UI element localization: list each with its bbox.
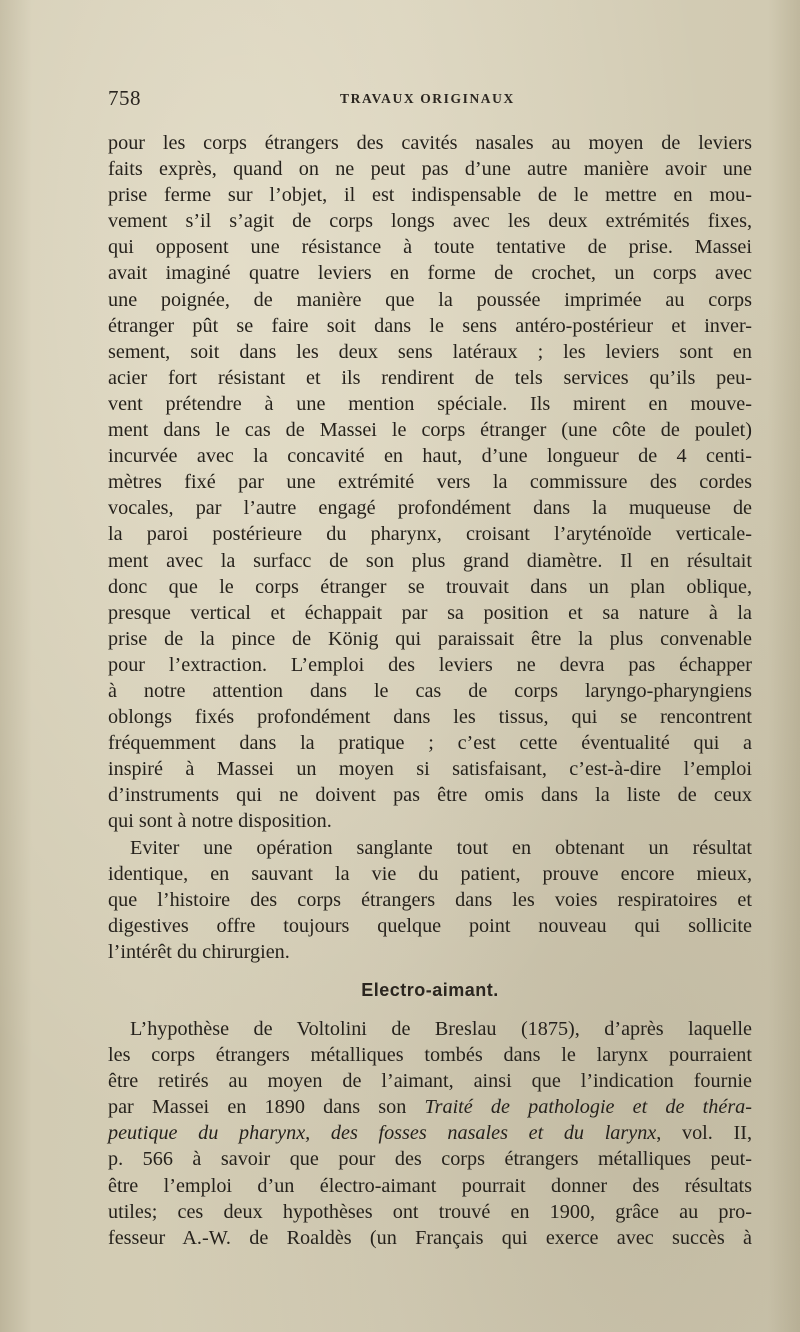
- text-line: utiles; ces deux hypothèses ont trouvé en 1900, grâce au pro-: [108, 1200, 752, 1223]
- text-line: qui sont à notre disposition.: [108, 810, 332, 833]
- text-line: p. 566 à savoir que pour des corps étrangers métalliques peut-: [108, 1148, 752, 1171]
- page-header: [108, 86, 744, 116]
- text-line: étranger pût se faire soit dans le sens antéro-postérieur et inver-: [108, 314, 752, 337]
- text-line: fréquemment dans la pratique ; c’est cette éventualité qui a: [108, 732, 752, 755]
- paragraph: [108, 1016, 752, 1251]
- running-head: TRAVAUX ORIGINAUX: [340, 91, 515, 106]
- text-line: les corps étrangers métalliques tombés dans le larynx pourraient: [108, 1044, 752, 1067]
- text-line: acier fort résistant et ils rendirent de tels services qu’ils peu-: [108, 366, 752, 389]
- text-line: l’intérêt du chirurgien.: [108, 940, 290, 963]
- text-line: identique, en sauvant la vie du patient, prouve encore mieux,: [108, 862, 752, 885]
- text-line: L’hypothèse de Voltolini de Breslau (1875), d’après laquelle: [130, 1018, 752, 1040]
- text-segment: , vol. II,: [656, 1122, 752, 1145]
- text-line: vement s’il s’agit de corps longs avec les deux extrémités fixes,: [108, 210, 752, 233]
- text-line: digestives offre toujours quelque point nouveau qui sollicite: [108, 914, 752, 937]
- text-line: être l’emploi d’un électro-aimant pourrait donner des résultats: [108, 1174, 752, 1197]
- text-line: être retirés au moyen de l’aimant, ainsi que l’indication fournie: [108, 1070, 752, 1093]
- text-line: pour les corps étrangers des cavités nasales au moyen de leviers: [108, 132, 752, 154]
- text-line: vent prétendre à une mention spéciale. Ils mirent en mouve-: [108, 392, 752, 415]
- page-number: 758: [108, 86, 141, 110]
- text-line: pour l’extraction. L’emploi des leviers ne devra pas échapper: [108, 653, 752, 676]
- text-line: sement, soit dans les deux sens latéraux ; les leviers sont en: [108, 340, 752, 363]
- text-line: ment avec la surfacc de son plus grand diamètre. Il en résultait: [108, 549, 752, 572]
- book-title-italic: peutique du pharynx, des fosses nasales et du larynx: [108, 1122, 657, 1145]
- text-line: prise de la pince de König qui paraissait être la plus convenable: [108, 627, 752, 650]
- book-title-italic: Traité de pathologie et de théra-: [424, 1096, 752, 1119]
- section-heading: Electro-aimant.: [361, 980, 499, 1000]
- paragraph: [108, 130, 752, 835]
- text-line: donc que le corps étranger se trouvait dans un plan oblique,: [108, 575, 752, 598]
- text-line: [108, 1120, 752, 1146]
- text-line: à notre attention dans le cas de corps laryngo-pharyngiens: [108, 679, 752, 702]
- text-line: la paroi postérieure du pharynx, croisant l’aryténoïde verticale-: [108, 523, 752, 546]
- body-text: [108, 1016, 752, 1251]
- text-line: presque vertical et échappait par sa position et sa nature à la: [108, 601, 752, 624]
- text-line: [108, 1094, 752, 1120]
- text-segment: par Massei en 1890 dans son: [108, 1096, 425, 1119]
- text-line: incurvée avec la concavité en haut, d’une longueur de 4 centi-: [108, 445, 752, 468]
- text-line: vocales, par l’autre engagé profondément dans la muqueuse de: [108, 497, 752, 520]
- text-line: fesseur A.-W. de Roaldès (un Français qui exerce avec succès à: [108, 1226, 752, 1249]
- body-text: [108, 130, 752, 965]
- text-line: Eviter une opération sanglante tout en obtenant un résultat: [130, 836, 752, 859]
- text-line: mètres fixé par une extrémité vers la commissure des cordes: [108, 471, 752, 494]
- text-line: que l’histoire des corps étrangers dans les voies respiratoires et: [108, 888, 752, 911]
- text-line: oblongs fixés profondément dans les tissus, qui se rencontrent: [108, 706, 752, 729]
- paragraph: [108, 835, 752, 965]
- text-line: qui opposent une résistance à toute tentative de prise. Massei: [108, 236, 752, 259]
- text-line: inspiré à Massei un moyen si satisfaisant, c’est-à-dire l’emploi: [108, 758, 752, 781]
- text-line: une poignée, de manière que la poussée imprimée au corps: [108, 288, 752, 311]
- text-line: avait imaginé quatre leviers en forme de crochet, un corps avec: [108, 262, 752, 285]
- text-line: ment dans le cas de Massei le corps étranger (une côte de poulet): [108, 419, 752, 442]
- text-line: prise ferme sur l’objet, il est indispensable de le mettre en mou-: [108, 184, 752, 207]
- text-line: faits exprès, quand on ne peut pas d’une autre manière avoir une: [108, 158, 752, 181]
- text-line: d’instruments qui ne doivent pas être omis dans la liste de ceux: [108, 784, 752, 807]
